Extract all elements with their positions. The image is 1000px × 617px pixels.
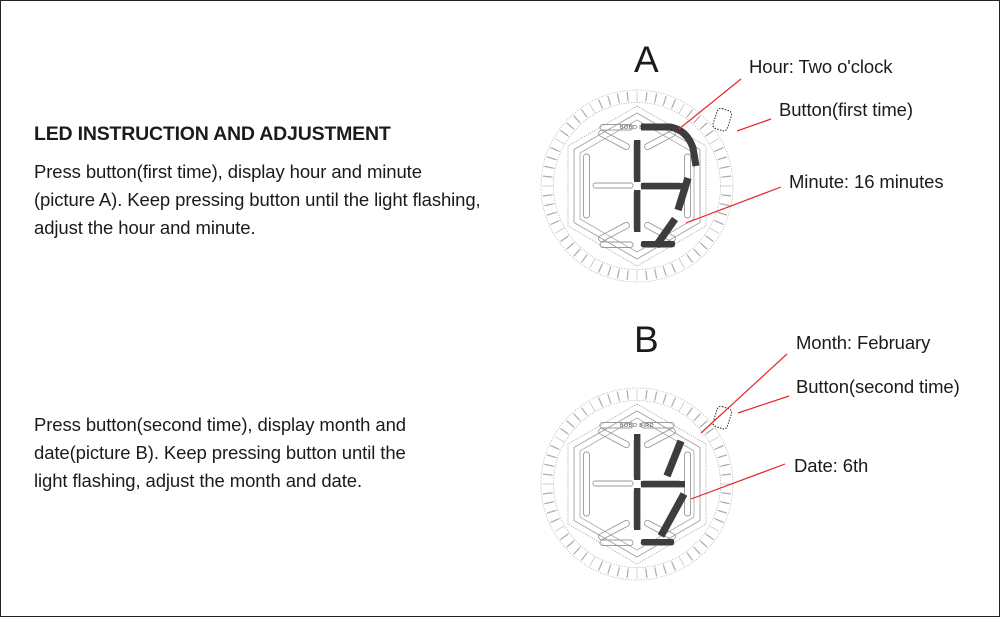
leader-button-first (737, 119, 771, 131)
panel-label-b: B (634, 319, 659, 360)
page-title: LED INSTRUCTION AND ADJUSTMENT (34, 123, 391, 145)
watch-a-brand: BOBO BIRD (619, 125, 655, 131)
paragraph-b-line-3: light flashing, adjust the month and date. (34, 470, 362, 491)
watch-a-bezel (541, 90, 733, 282)
callout-button-second: Button(second time) (796, 376, 960, 397)
callout-hour: Hour: Two o'clock (749, 56, 893, 77)
callout-button-first: Button(first time) (779, 99, 913, 120)
watch-b-bezel (541, 388, 733, 580)
callout-month: Month: February (796, 332, 931, 353)
panel-label-a: A (634, 39, 659, 80)
leader-button-second (738, 396, 789, 413)
paragraph-a-line-3: adjust the hour and minute. (34, 217, 256, 238)
watch-a-button[interactable] (712, 107, 733, 132)
watch-b-brand: BOBO BIRD (619, 423, 655, 429)
callout-leader-lines (1, 1, 1000, 617)
paragraph-b-line-2: date(picture B). Keep pressing button until the (34, 442, 406, 463)
watch-diagram-a (537, 86, 737, 286)
watch-b-button[interactable] (712, 405, 733, 430)
instruction-paragraph-a (34, 158, 534, 242)
callout-minute: Minute: 16 minutes (789, 171, 944, 192)
instruction-paragraph-b (34, 411, 464, 495)
paragraph-a-line-2: (picture A). Keep pressing button until the light flashing, (34, 189, 481, 210)
paragraph-b-line-1: Press button(second time), display month and (34, 414, 406, 435)
callout-date: Date: 6th (794, 455, 869, 476)
watch-diagram-b (537, 384, 737, 584)
paragraph-a-line-1: Press button(first time), display hour and minute (34, 161, 422, 182)
